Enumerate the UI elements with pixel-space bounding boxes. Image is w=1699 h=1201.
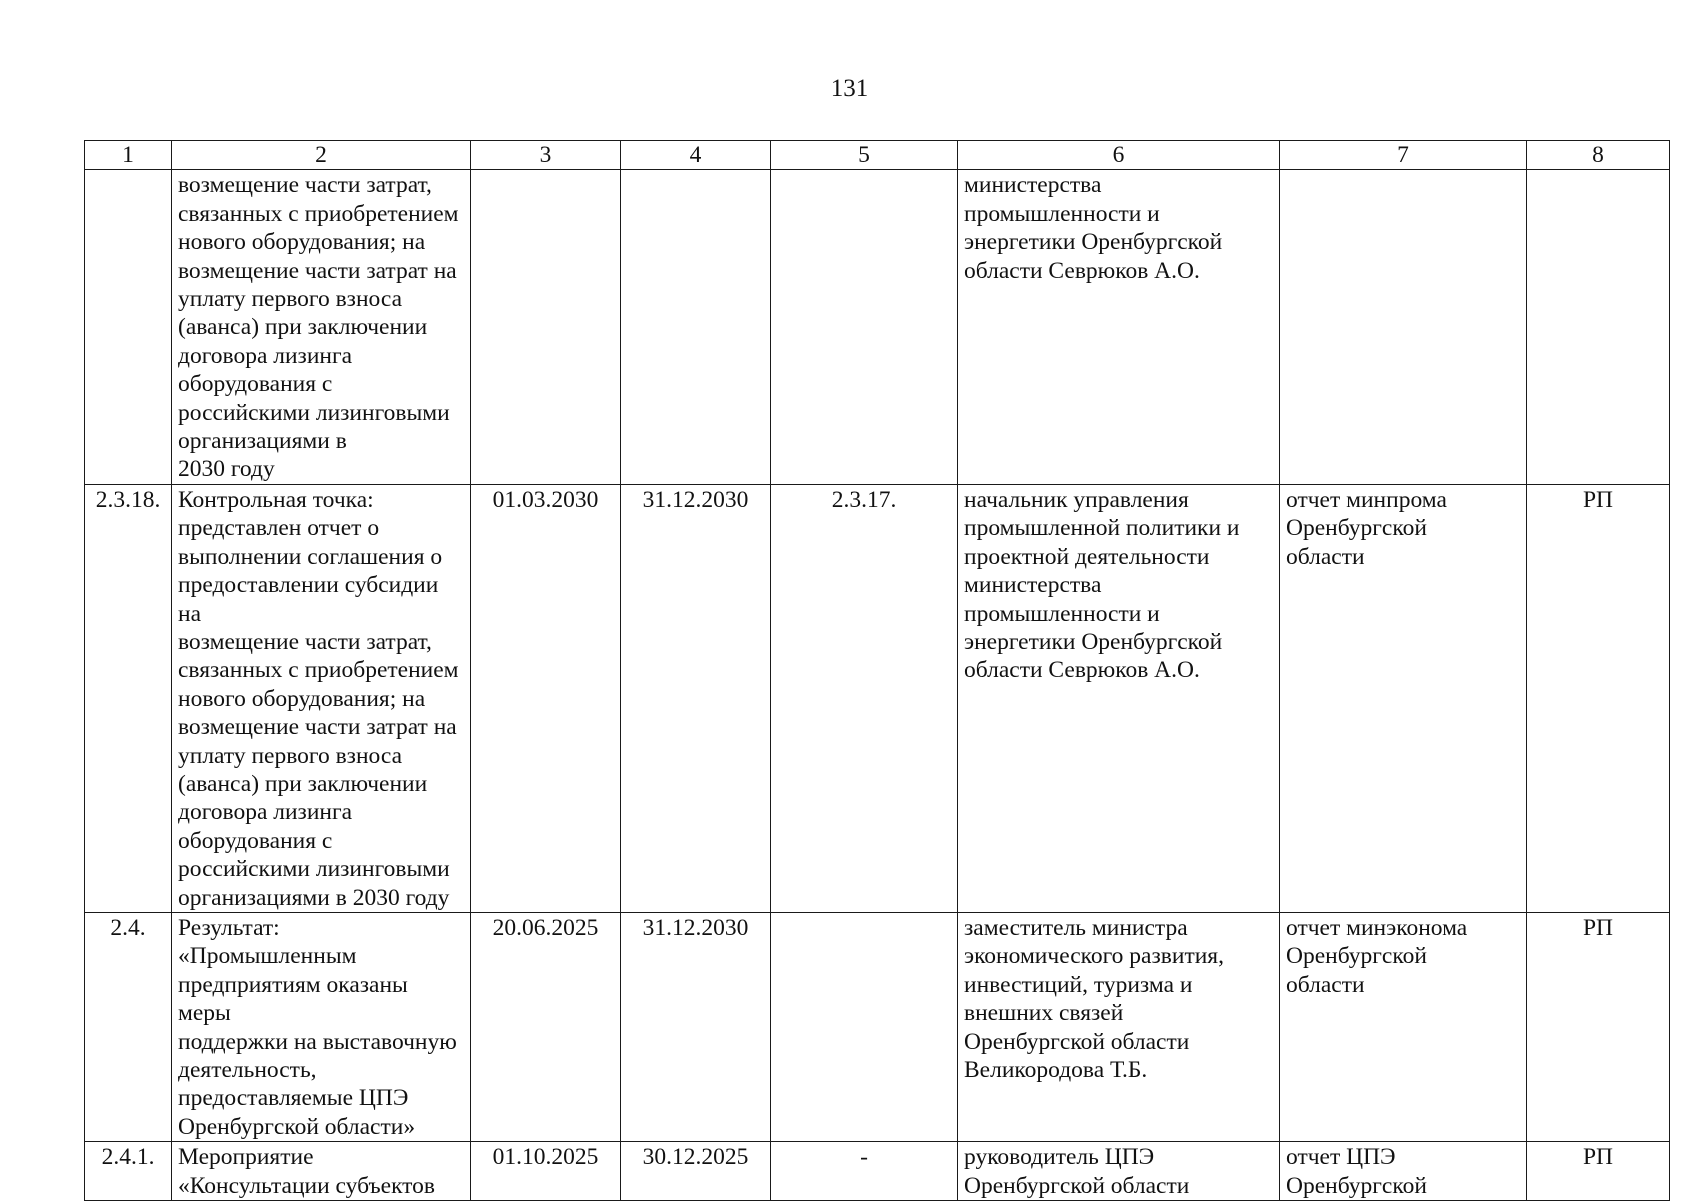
table-row [85,912,1670,1141]
cell-document: отчет минэконома Оренбургской области [1280,912,1527,1141]
table-row [85,170,1670,484]
table-row [85,1142,1670,1201]
cell-name: Результат: «Промышленным предприятиям оказаны меры поддержки на выставочную деятельность, предоставляемые ЦПЭ Оренбургской области» [172,912,471,1141]
cell-start-date: 01.10.2025 [471,1142,621,1201]
cell-level: РП [1527,912,1670,1141]
cell-level [1527,170,1670,484]
cell-document: отчет ЦПЭ Оренбургской [1280,1142,1527,1201]
cell-responsible: министерства промышленности и энергетики Оренбургской области Севрюков А.О. [958,170,1280,484]
column-header: 4 [621,141,771,170]
cell-number: 2.4.1. [85,1142,172,1201]
table-row [85,484,1670,912]
column-header: 6 [958,141,1280,170]
cell-name: Мероприятие «Консультации субъектов [172,1142,471,1201]
cell-number [85,170,172,484]
cell-predecessor [771,170,958,484]
cell-start-date: 01.03.2030 [471,484,621,912]
cell-predecessor [771,912,958,1141]
cell-level: РП [1527,1142,1670,1201]
cell-responsible: руководитель ЦПЭ Оренбургской области [958,1142,1280,1201]
column-header: 7 [1280,141,1527,170]
cell-predecessor: - [771,1142,958,1201]
column-header: 3 [471,141,621,170]
cell-responsible: заместитель министра экономического развития, инвестиций, туризма и внешних связей Оренбургской области Великородова Т.Б. [958,912,1280,1141]
cell-end-date: 31.12.2030 [621,484,771,912]
cell-level: РП [1527,484,1670,912]
column-header: 1 [85,141,172,170]
cell-start-date [471,170,621,484]
cell-number: 2.4. [85,912,172,1141]
cell-end-date: 31.12.2030 [621,912,771,1141]
cell-responsible: начальник управления промышленной политики и проектной деятельности министерства промышленности и энергетики Оренбургской области Севрюков А.О. [958,484,1280,912]
column-header: 2 [172,141,471,170]
cell-predecessor: 2.3.17. [771,484,958,912]
cell-end-date: 30.12.2025 [621,1142,771,1201]
header-row [85,141,1670,170]
cell-name: возмещение части затрат, связанных с приобретением нового оборудования; на возмещение части затрат на уплату первого взноса (аванса) при заключении договора лизинга оборудования с российскими лизинговыми организациями в 2030 году [172,170,471,484]
column-header: 8 [1527,141,1670,170]
cell-document: отчет минпрома Оренбургской области [1280,484,1527,912]
page-number: 131 [830,75,869,102]
cell-name: Контрольная точка: представлен отчет о выполнении соглашения о предоставлении субсидии на возмещение части затрат, связанных с приобретением нового оборудования; на возмещение части затрат на уплату первого взноса (аванса) при заключении договора лизинга оборудования с российскими лизинговыми организациями в 2030 году [172,484,471,912]
plan-table [84,140,1670,1201]
cell-number: 2.3.18. [85,484,172,912]
cell-start-date: 20.06.2025 [471,912,621,1141]
cell-document [1280,170,1527,484]
column-header: 5 [771,141,958,170]
cell-end-date [621,170,771,484]
